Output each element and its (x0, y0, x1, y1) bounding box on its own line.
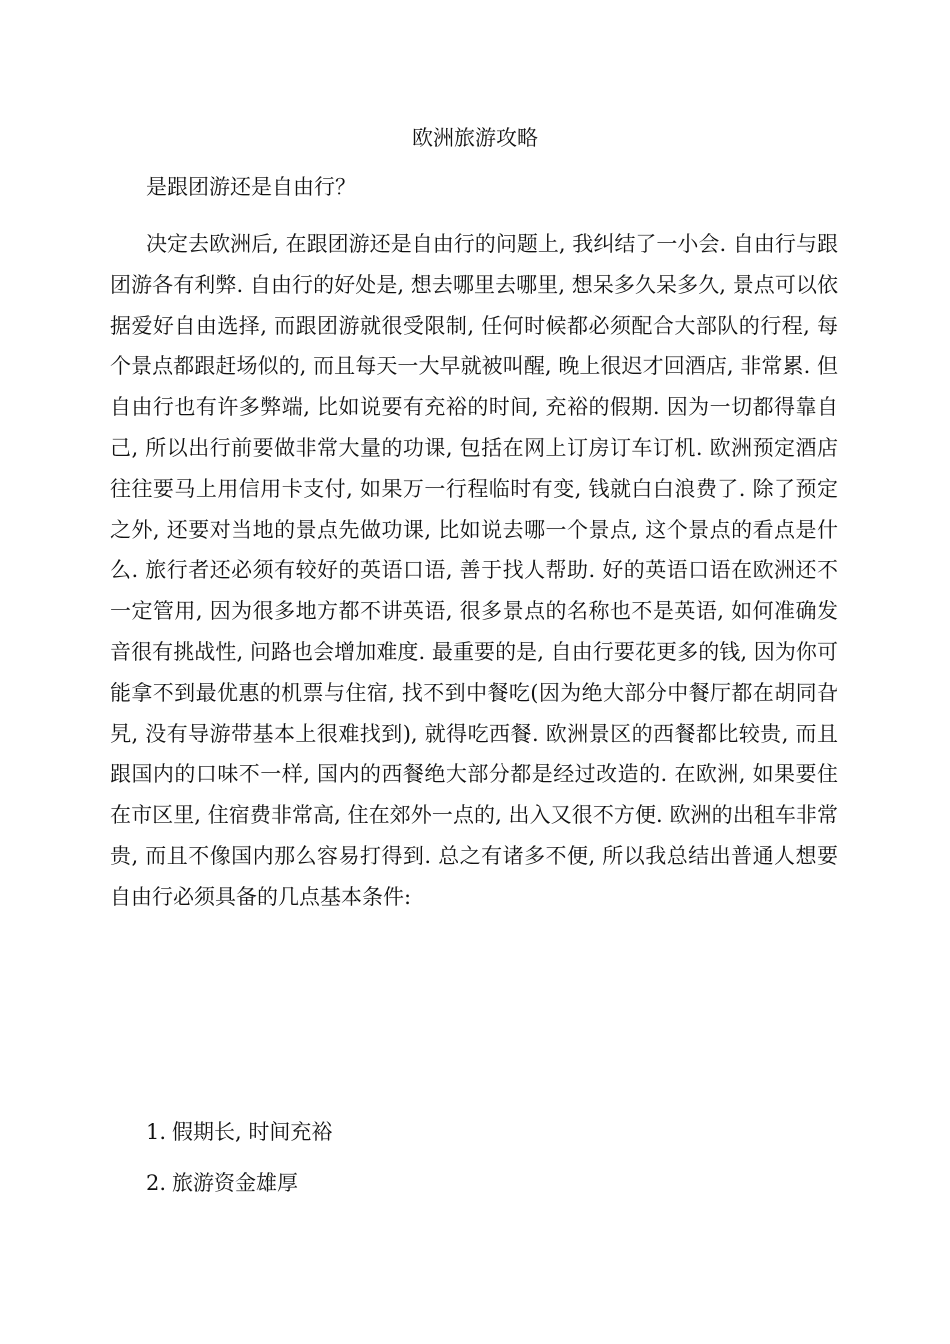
conditions-list (146, 1117, 332, 1219)
list-item-number: 2. (146, 1171, 167, 1195)
body-paragraph: 决定去欧洲后, 在跟团游还是自由行的问题上, 我纠结了一小会. 自由行与跟团游各有利弊. 自由行的好处是, 想去哪里去哪里, 想呆多久呆多久, 景点可以依据爱好自由选择, 而跟团游就很受限制, 任何时候都必须配合大部队的行程, 每个景点都跟赶场似的, 而且每天一大早就被叫醒, 晚上很迟才回酒店, 非常累. 但自由行也有许多弊端, 比如说要有充裕的时间, 充裕的假期. 因为一切都得靠自己, 所以出行前要做非常大量的功课, 包括在网上订房订车订机. 欧洲预定酒店往往要马上用信用卡支付, 如果万一行程临时有变, 钱就白白浪费了. 除了预定之外, 还要对当地的景点先做功课, 比如说去哪一个景点, 这个景点的看点是什么. 旅行者还必须有较好的英语口语, 善于找人帮助. 好的英语口语在欧洲还不一定管用, 因为很多地方都不讲英语, 很多景点的名称也不是英语, 如何准确发音很有挑战性, 问路也会增加难度. 最重要的是, 自由行要花更多的钱, 因为你可能拿不到最优惠的机票与住宿, 找不到中餐吃(因为绝大部分中餐厅都在胡同旮旯, 没有导游带基本上很难找到), 就得吃西餐. 欧洲景区的西餐都比较贵, 而且跟国内的口味不一样, 国内的西餐绝大部分都是经过改造的. 在欧洲, 如果要住在市区里, 住宿费非常高, 住在郊外一点的, 出入又很不方便. 欧洲的出租车非常贵, 而且不像国内那么容易打得到. 总之有诸多不便, 所以我总结出普通人想要自由行必须具备的几点基本条件: (110, 232, 838, 909)
list-item-number: 1. (146, 1120, 167, 1144)
section-subheading: 是跟团游还是自由行？ (146, 175, 356, 199)
document-title: 欧洲旅游攻略 (412, 126, 538, 150)
list-item (146, 1168, 332, 1198)
list-item (146, 1117, 332, 1147)
list-item-text: 假期长, 时间充裕 (172, 1120, 333, 1144)
list-item-text: 旅游资金雄厚 (172, 1171, 298, 1195)
